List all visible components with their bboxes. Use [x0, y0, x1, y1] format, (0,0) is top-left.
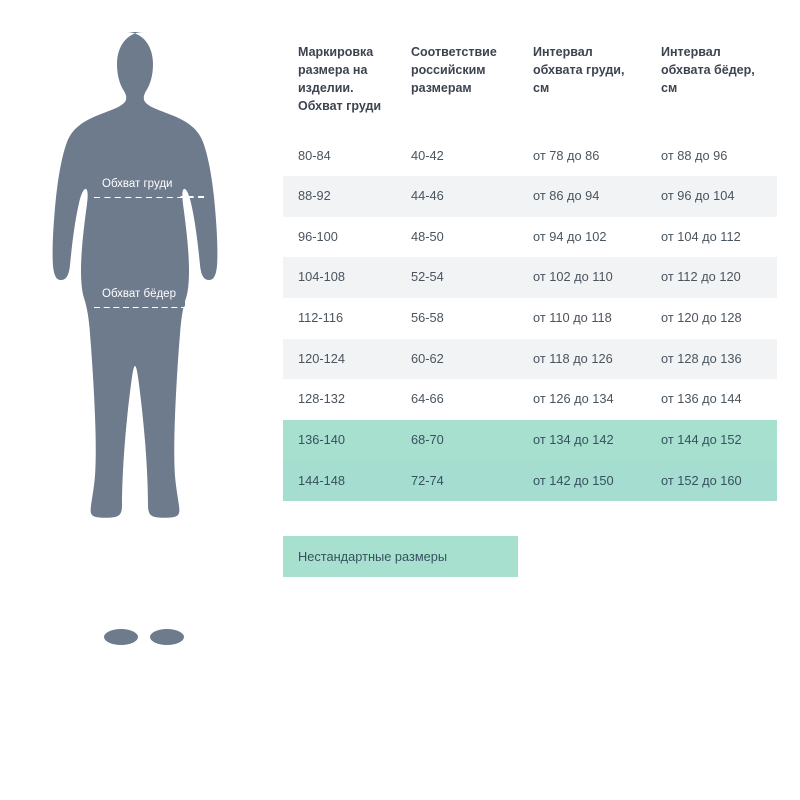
female-silhouette-icon: [20, 20, 270, 670]
cell-russian: 48-50: [396, 217, 518, 258]
cell-hips: от 144 до 152: [646, 420, 777, 461]
size-table: [283, 23, 777, 501]
chest-measure-label: Обхват груди: [93, 173, 181, 197]
cell-chest: от 126 до 134: [518, 379, 646, 420]
cell-marking: 144-148: [283, 461, 396, 502]
header-chest-range: Интервал обхвата груди, см: [533, 45, 625, 96]
cell-russian: 60-62: [396, 339, 518, 380]
cell-marking: 128-132: [283, 379, 396, 420]
cell-chest: от 118 до 126: [518, 339, 646, 380]
header-russian-size: Соответствие российским размерам: [411, 45, 497, 96]
cell-russian: 52-54: [396, 257, 518, 298]
cell-russian: 72-74: [396, 461, 518, 502]
cell-russian: 40-42: [396, 136, 518, 177]
table-row-highlighted: [283, 420, 777, 461]
table-row: [283, 217, 777, 258]
cell-russian: 68-70: [396, 420, 518, 461]
table-row-highlighted: [283, 461, 777, 502]
cell-chest: от 102 до 110: [518, 257, 646, 298]
cell-hips: от 152 до 160: [646, 461, 777, 502]
cell-russian: 56-58: [396, 298, 518, 339]
cell-marking: 120-124: [283, 339, 396, 380]
cell-hips: от 88 до 96: [646, 136, 777, 177]
header-marking: Маркировка размера на изделии. Обхват груди: [298, 45, 382, 114]
cell-marking: 96-100: [283, 217, 396, 258]
cell-chest: от 110 до 118: [518, 298, 646, 339]
size-table-wrapper: [283, 23, 777, 501]
table-row: [283, 298, 777, 339]
cell-chest: от 134 до 142: [518, 420, 646, 461]
table-row: [283, 176, 777, 217]
cell-hips: от 128 до 136: [646, 339, 777, 380]
hips-measure-label: Обхват бёдер: [93, 283, 185, 307]
cell-chest: от 94 до 102: [518, 217, 646, 258]
size-table-header: [283, 23, 777, 136]
cell-chest: от 142 до 150: [518, 461, 646, 502]
table-row: [283, 136, 777, 177]
cell-hips: от 96 до 104: [646, 176, 777, 217]
cell-marking: 104-108: [283, 257, 396, 298]
cell-hips: от 104 до 112: [646, 217, 777, 258]
table-row: [283, 339, 777, 380]
cell-russian: 64-66: [396, 379, 518, 420]
cell-marking: 80-84: [283, 136, 396, 177]
cell-hips: от 112 до 120: [646, 257, 777, 298]
table-row: [283, 257, 777, 298]
cell-hips: от 120 до 128: [646, 298, 777, 339]
cell-chest: от 86 до 94: [518, 176, 646, 217]
table-row: [283, 379, 777, 420]
cell-hips: от 136 до 144: [646, 379, 777, 420]
cell-russian: 44-46: [396, 176, 518, 217]
cell-marking: 112-116: [283, 298, 396, 339]
cell-chest: от 78 до 86: [518, 136, 646, 177]
body-figure: [20, 20, 270, 670]
cell-marking: 136-140: [283, 420, 396, 461]
header-hips-range: Интервал обхвата бёдер, см: [661, 45, 755, 96]
size-table-body: [283, 136, 777, 502]
table-header-row: [283, 23, 777, 136]
nonstandard-sizes-note: Нестандартные размеры: [283, 536, 518, 577]
cell-marking: 88-92: [283, 176, 396, 217]
